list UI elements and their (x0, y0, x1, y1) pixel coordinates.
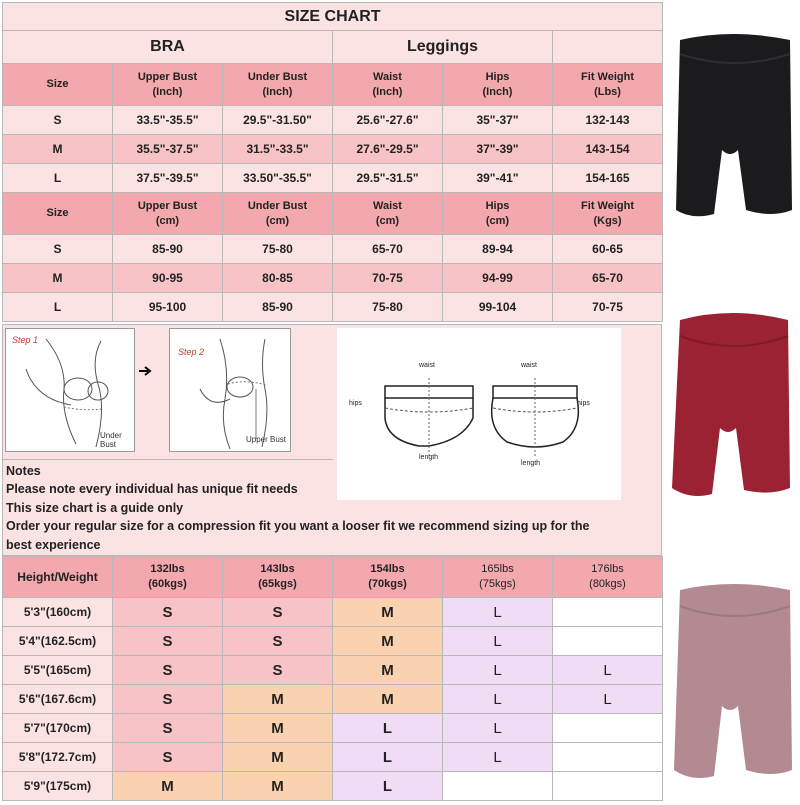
inch-cell: 33.5"-35.5" (113, 106, 223, 135)
hips-label-front: hips (349, 400, 362, 407)
measuring-figure-icon (170, 329, 290, 451)
hw-size-cell: L (443, 656, 553, 685)
hw-size-cell: L (333, 743, 443, 772)
cm-cell: 89-94 (443, 235, 553, 264)
inch-cell: L (3, 164, 113, 193)
inch-cell: 33.50"-35.5" (223, 164, 333, 193)
hw-size-cell: M (223, 772, 333, 801)
hw-weight-header: 143lbs (65kgs) (223, 557, 333, 598)
cm-cell: 75-80 (223, 235, 333, 264)
inch-row (3, 106, 663, 135)
note-line-3: Order your regular size for a compression fit you want a looser fit we recommend sizing up for the best experience (6, 519, 590, 552)
hw-header-label: Height/Weight (3, 557, 113, 598)
hw-size-cell: M (333, 685, 443, 714)
hw-size-cell: L (443, 685, 553, 714)
step2-label: Step 2 (178, 347, 205, 357)
size-chart-table (2, 2, 663, 322)
cm-cell: 95-100 (113, 293, 223, 322)
hw-height-cell: 5'8"(172.7cm) (3, 743, 113, 772)
measurement-guide (2, 324, 662, 556)
hw-size-cell: M (333, 656, 443, 685)
product-photos (664, 0, 800, 800)
hw-weight-header: 154lbs (70kgs) (333, 557, 443, 598)
hw-size-cell: S (113, 656, 223, 685)
inch-cell: 31.5"-33.5" (223, 135, 333, 164)
cm-cell: 94-99 (443, 264, 553, 293)
inch-cell: 25.6"-27.6" (333, 106, 443, 135)
step1-label: Step 1 (12, 335, 39, 345)
hw-size-cell: S (113, 743, 223, 772)
step2-illustration (169, 328, 291, 452)
inch-cell: 143-154 (553, 135, 663, 164)
hw-weight-header: 176lbs (80kgs) (553, 557, 663, 598)
size-chart-sheet (2, 2, 662, 798)
inch-header-cell: Hips (Inch) (443, 64, 553, 106)
note-line-1: Please note every individual has unique fit needs (6, 482, 298, 497)
inch-header-cell: Size (3, 64, 113, 106)
notes-text (3, 461, 663, 555)
inch-row (3, 135, 663, 164)
inch-cell: 29.5"-31.5" (333, 164, 443, 193)
cm-cell: 70-75 (553, 293, 663, 322)
inch-cell: 154-165 (553, 164, 663, 193)
inch-cell: S (3, 106, 113, 135)
hw-row (3, 598, 663, 627)
hw-row (3, 685, 663, 714)
hw-height-cell: 5'5"(165cm) (3, 656, 113, 685)
upper-bust-label: Upper Bust (246, 435, 287, 444)
hw-size-cell: L (443, 627, 553, 656)
inch-cell: 27.6"-29.5" (333, 135, 443, 164)
inch-header-cell: Under Bust (Inch) (223, 64, 333, 106)
hw-size-cell: S (223, 627, 333, 656)
length-label-back: length (521, 460, 541, 467)
hw-size-cell: L (333, 772, 443, 801)
cm-cell: 65-70 (553, 264, 663, 293)
cm-cell: 80-85 (223, 264, 333, 293)
hw-size-cell: L (443, 743, 553, 772)
cm-cell: 65-70 (333, 235, 443, 264)
inch-cell: 132-143 (553, 106, 663, 135)
note-line-2: This size chart is a guide only (6, 500, 184, 515)
hw-size-cell (553, 743, 663, 772)
hw-size-cell: S (223, 656, 333, 685)
hw-size-cell (443, 772, 553, 801)
cm-cell: 99-104 (443, 293, 553, 322)
hw-size-cell: L (443, 714, 553, 743)
hw-weight-header: 132lbs (60kgs) (113, 557, 223, 598)
inch-header-row (3, 64, 663, 106)
cm-cell: 85-90 (223, 293, 333, 322)
cm-row (3, 235, 663, 264)
cm-header-cell: Waist (cm) (333, 193, 443, 235)
empty-heading-cell (553, 31, 663, 64)
bra-section-heading: BRA (3, 31, 333, 64)
hw-height-cell: 5'4"(162.5cm) (3, 627, 113, 656)
cm-cell: 85-90 (113, 235, 223, 264)
hw-size-cell (553, 714, 663, 743)
waist-label-front: waist (419, 362, 435, 369)
hw-row (3, 772, 663, 801)
hips-label-back: hips (577, 400, 590, 407)
hw-size-cell (553, 772, 663, 801)
inch-cell: 39"-41" (443, 164, 553, 193)
hw-row (3, 714, 663, 743)
inch-header-cell: Fit Weight (Lbs) (553, 64, 663, 106)
hw-row (3, 656, 663, 685)
cm-cell: 70-75 (333, 264, 443, 293)
length-label-front: length (419, 454, 439, 461)
cm-header-cell: Under Bust (cm) (223, 193, 333, 235)
cm-cell: 60-65 (553, 235, 663, 264)
hw-size-cell: L (333, 714, 443, 743)
hw-header-row (3, 557, 663, 598)
hw-size-cell: S (113, 685, 223, 714)
hw-row (3, 627, 663, 656)
cm-header-cell: Fit Weight (Kgs) (553, 193, 663, 235)
hw-height-cell: 5'6"(167.6cm) (3, 685, 113, 714)
height-weight-table (2, 556, 663, 801)
hw-size-cell: S (113, 598, 223, 627)
hw-size-cell: M (223, 685, 333, 714)
black-shorts-image (676, 34, 792, 216)
hw-weight-header: 165lbs (75kgs) (443, 557, 553, 598)
cm-cell: S (3, 235, 113, 264)
cm-cell: L (3, 293, 113, 322)
cm-cell: 90-95 (113, 264, 223, 293)
inch-header-cell: Upper Bust (Inch) (113, 64, 223, 106)
cm-header-row (3, 193, 663, 235)
inch-header-cell: Waist (Inch) (333, 64, 443, 106)
hw-row (3, 743, 663, 772)
cm-header-cell: Upper Bust (cm) (113, 193, 223, 235)
inch-row (3, 164, 663, 193)
hw-size-cell: M (333, 627, 443, 656)
hw-size-cell: S (113, 627, 223, 656)
cm-cell: 75-80 (333, 293, 443, 322)
inch-cell: 37.5"-39.5" (113, 164, 223, 193)
inch-cell: 35.5"-37.5" (113, 135, 223, 164)
product-images (664, 0, 800, 800)
cm-header-cell: Hips (cm) (443, 193, 553, 235)
cm-header-cell: Size (3, 193, 113, 235)
hw-size-cell: M (223, 714, 333, 743)
hw-size-cell: M (113, 772, 223, 801)
step1-illustration (5, 328, 135, 452)
cm-row (3, 293, 663, 322)
red-shorts-image (672, 313, 790, 496)
waist-label-back: waist (521, 362, 537, 369)
arrow-right-icon (139, 365, 153, 377)
chart-title: SIZE CHART (3, 3, 663, 31)
hw-size-cell: L (443, 598, 553, 627)
inch-cell: 29.5"-31.50" (223, 106, 333, 135)
inch-cell: 35"-37" (443, 106, 553, 135)
cm-row (3, 264, 663, 293)
leggings-section-heading: Leggings (333, 31, 553, 64)
under-bust-label: Under Bust (100, 431, 122, 449)
notes-heading: Notes (6, 464, 41, 478)
hw-size-cell (553, 627, 663, 656)
hw-size-cell: L (553, 656, 663, 685)
mauve-shorts-image (674, 584, 792, 778)
hw-size-cell: S (113, 714, 223, 743)
hw-height-cell: 5'7"(170cm) (3, 714, 113, 743)
hw-height-cell: 5'3"(160cm) (3, 598, 113, 627)
hw-size-cell: S (223, 598, 333, 627)
inch-cell: M (3, 135, 113, 164)
inch-cell: 37"-39" (443, 135, 553, 164)
hw-size-cell: M (223, 743, 333, 772)
hw-size-cell: L (553, 685, 663, 714)
hw-size-cell: M (333, 598, 443, 627)
cm-cell: M (3, 264, 113, 293)
hw-height-cell: 5'9"(175cm) (3, 772, 113, 801)
hw-size-cell (553, 598, 663, 627)
